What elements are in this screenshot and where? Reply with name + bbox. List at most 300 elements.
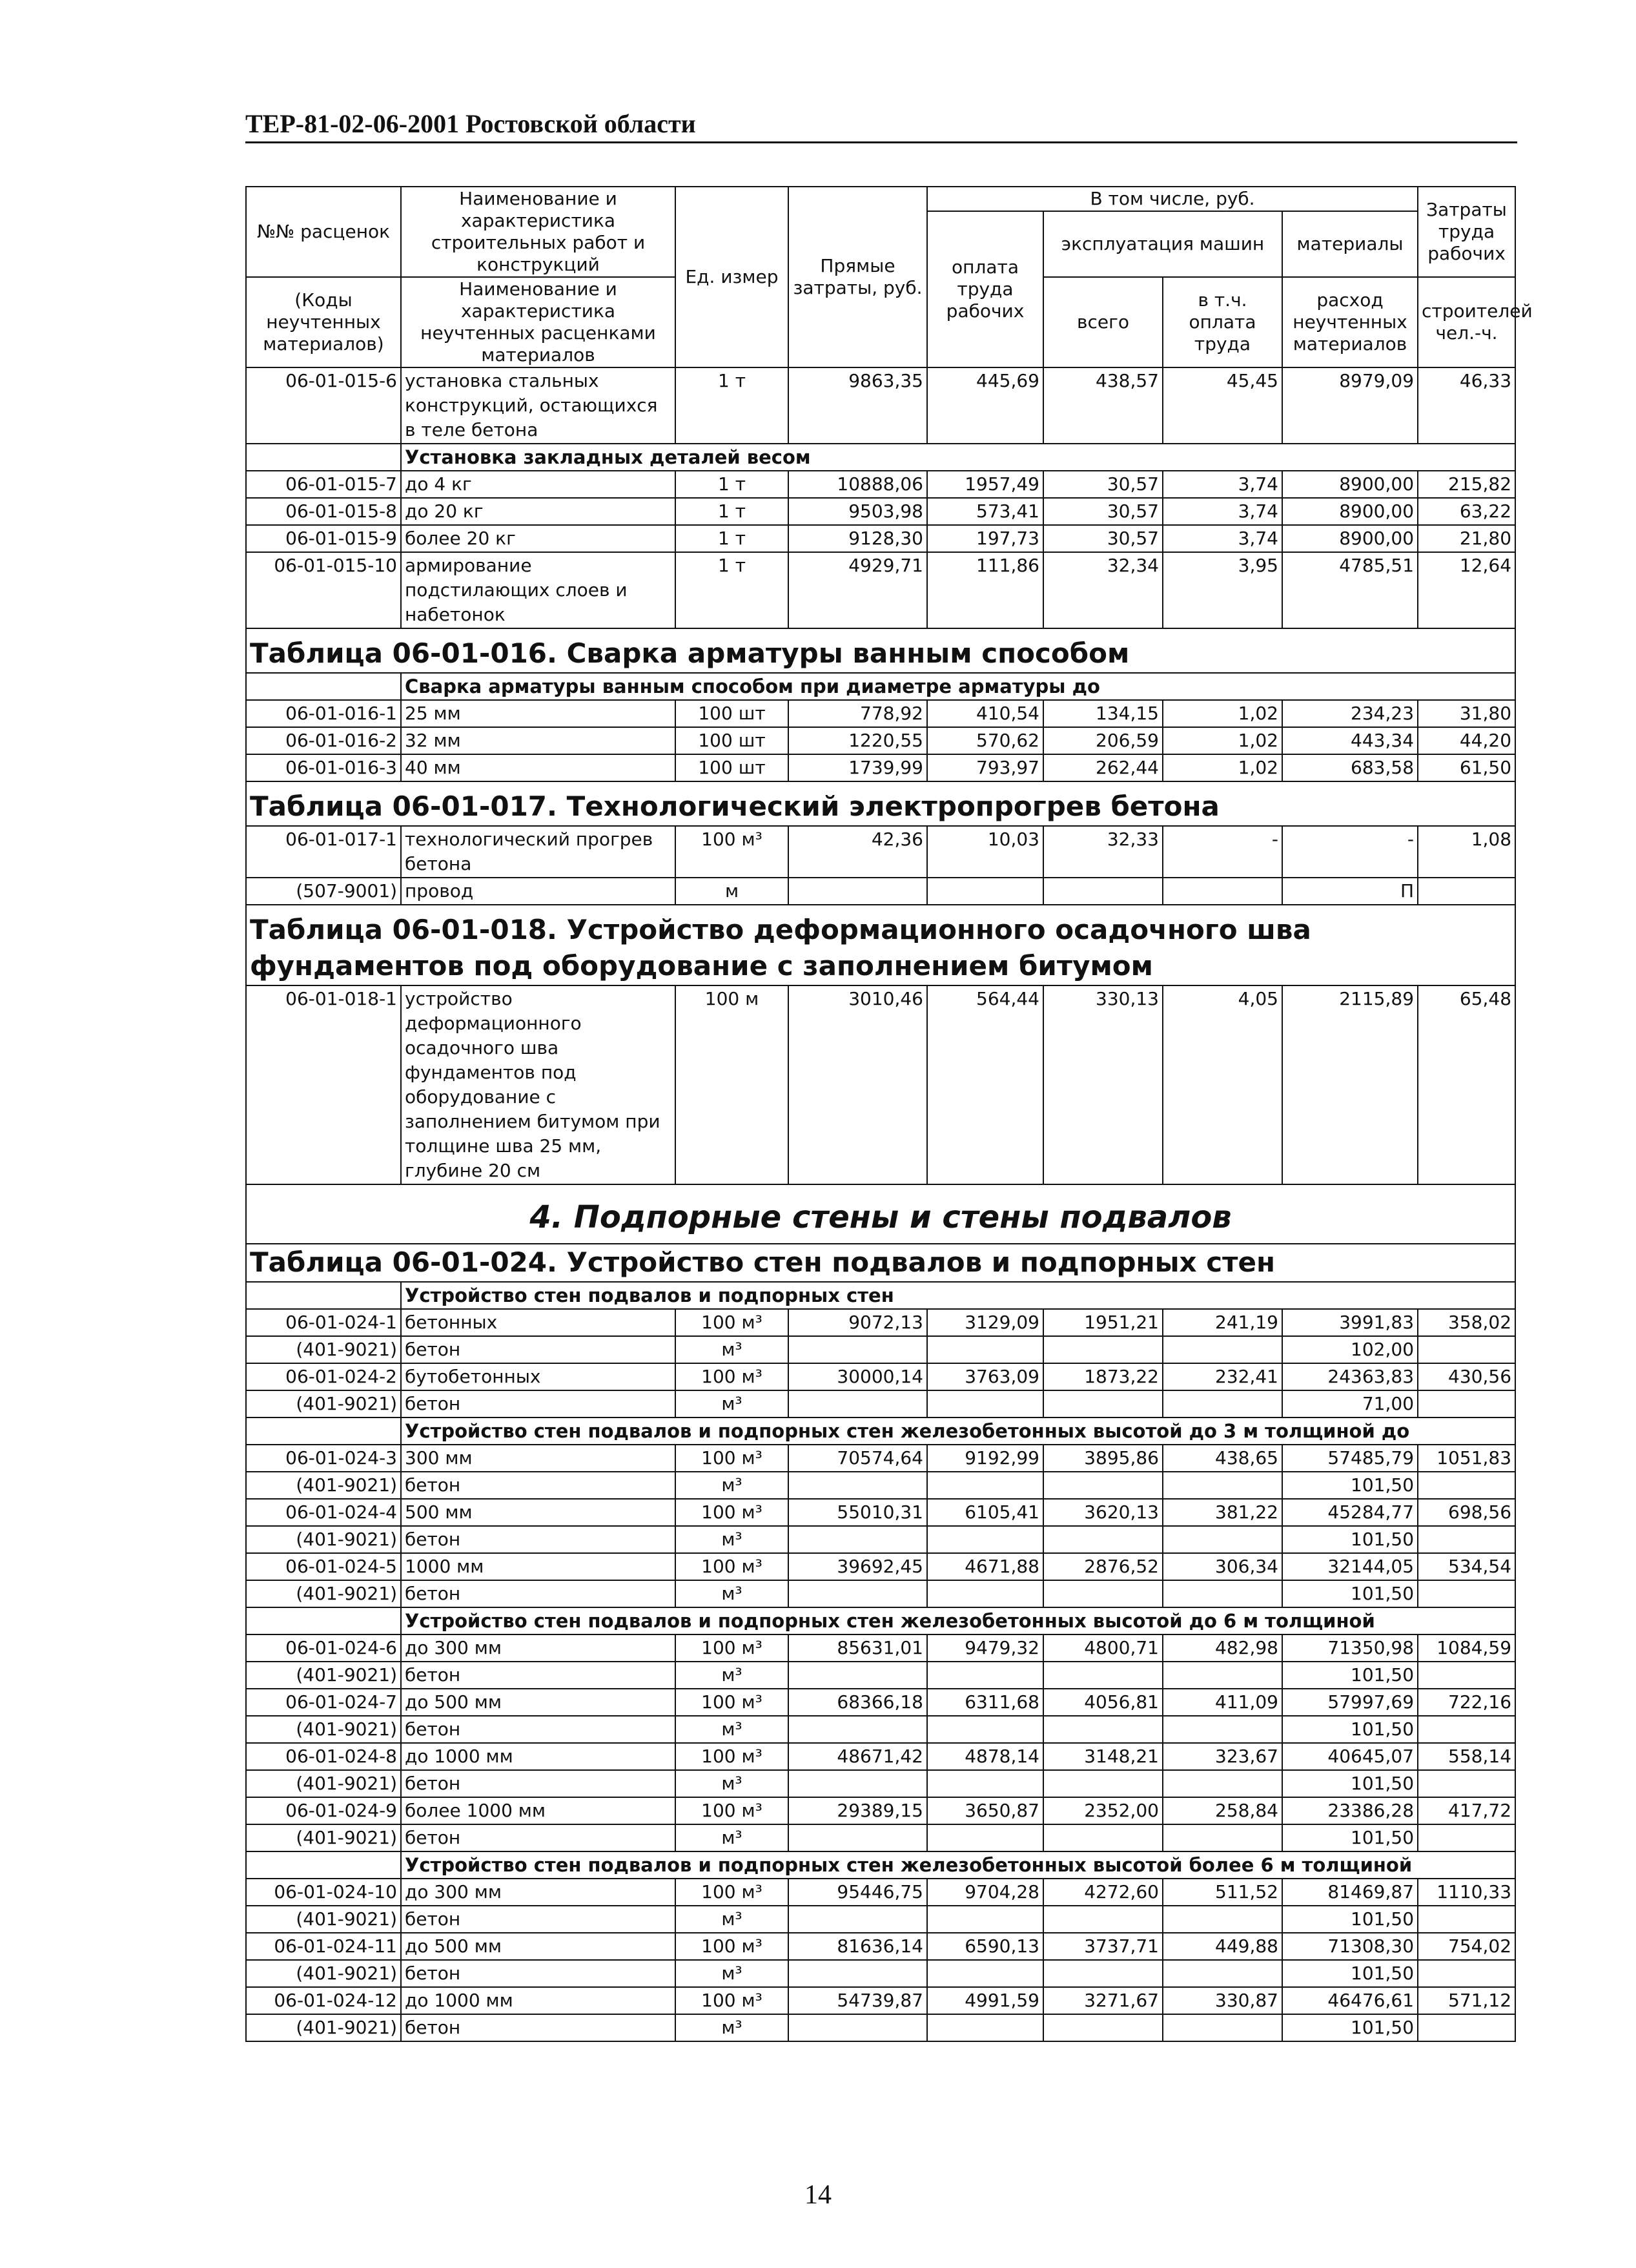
material-qty: 71,00 [1282,1390,1418,1418]
rate-wages: 4991,59 [927,1987,1043,2014]
rate-wages: 564,44 [927,985,1043,1184]
table-title: Таблица 06-01-016. Сварка арматуры ванным способом [246,628,1515,673]
material-name: бетон [401,1336,675,1363]
rate-labor: 1051,83 [1418,1445,1515,1472]
rate-direct: 68366,18 [788,1689,927,1716]
rate-mach-wages: 330,87 [1163,1987,1282,2014]
section-row [246,1851,1515,1879]
table-row [246,1634,1515,1662]
material-qty: 101,50 [1282,1960,1418,1987]
rate-name: более 1000 мм [401,1797,675,1824]
material-qty: П [1282,878,1418,905]
rate-direct: 54739,87 [788,1987,927,2014]
rate-mach-wages: 45,45 [1163,367,1282,444]
rate-mach-wages: 3,74 [1163,471,1282,498]
table-row [246,1743,1515,1770]
col-name-sub-header: Наименование и характеристика неучтенных расценками материалов [401,277,675,367]
table-row [246,826,1515,878]
rate-name: 25 мм [401,700,675,727]
material-unit: м³ [675,1390,788,1418]
rate-code: 06-01-015-6 [246,367,401,444]
page-header: ТЕР-81-02-06-2001 Ростовской области [245,108,1517,143]
rate-mach-wages: 232,41 [1163,1363,1282,1390]
rate-machines: 4800,71 [1043,1634,1163,1662]
rate-unit: 100 м³ [675,1553,788,1580]
rate-name: до 500 мм [401,1689,675,1716]
material-code: (401-9021) [246,1824,401,1851]
table-title: Таблица 06-01-018. Устройство деформационного осадочного шва фундаментов под оборудование с заполнением битумом [246,905,1515,985]
material-code: (401-9021) [246,2014,401,2041]
material-name: бетон [401,1960,675,1987]
material-code: (507-9001) [246,878,401,905]
rate-labor: 65,48 [1418,985,1515,1184]
rate-name: до 1000 мм [401,1743,675,1770]
material-code: (401-9021) [246,1526,401,1553]
rate-labor: 722,16 [1418,1689,1515,1716]
rate-direct: 42,36 [788,826,927,878]
material-code: (401-9021) [246,1472,401,1499]
table-row [246,754,1515,781]
rate-materials: 683,58 [1282,754,1418,781]
rate-mach-wages: 1,02 [1163,727,1282,754]
rate-mach-wages: 438,65 [1163,1445,1282,1472]
rate-unit: 100 м³ [675,1797,788,1824]
rate-labor: 61,50 [1418,754,1515,781]
rate-wages: 445,69 [927,367,1043,444]
rate-direct: 9128,30 [788,525,927,552]
rate-direct: 3010,46 [788,985,927,1184]
section-row [246,673,1515,700]
col-wages-header: оплата труда рабочих [927,211,1043,367]
rate-name: до 4 кг [401,471,675,498]
rate-labor: 63,22 [1418,498,1515,525]
rate-labor: 1110,33 [1418,1879,1515,1906]
col-direct-header: Прямые затраты, руб. [788,187,927,367]
rate-direct: 48671,42 [788,1743,927,1770]
rate-materials: - [1282,826,1418,878]
rate-unit: 1 т [675,367,788,444]
table-title-row [246,905,1515,985]
rate-unit: 1 т [675,552,788,628]
rate-unit: 100 м³ [675,1309,788,1336]
rate-machines: 134,15 [1043,700,1163,727]
rate-machines: 32,33 [1043,826,1163,878]
rate-code: 06-01-024-3 [246,1445,401,1472]
rate-code: 06-01-024-12 [246,1987,401,2014]
rate-name: до 1000 мм [401,1987,675,2014]
rate-materials: 81469,87 [1282,1879,1418,1906]
rate-materials: 32144,05 [1282,1553,1418,1580]
rate-direct: 778,92 [788,700,927,727]
rate-unit: 100 шт [675,727,788,754]
rate-machines: 3895,86 [1043,1445,1163,1472]
rate-mach-wages: 511,52 [1163,1879,1282,1906]
rate-machines: 262,44 [1043,754,1163,781]
rate-name: более 20 кг [401,525,675,552]
rate-materials: 2115,89 [1282,985,1418,1184]
section-title: Устройство стен подвалов и подпорных стен железобетонных высотой более 6 м толщиной [401,1851,1515,1879]
section-title: Устройство стен подвалов и подпорных стен [401,1282,1515,1309]
chapter-row [246,1184,1515,1244]
rate-machines: 3620,13 [1043,1499,1163,1526]
rate-machines: 2876,52 [1043,1553,1163,1580]
rate-machines: 3148,21 [1043,1743,1163,1770]
rate-direct: 9072,13 [788,1309,927,1336]
rate-mach-wages: 323,67 [1163,1743,1282,1770]
rate-name: 500 мм [401,1499,675,1526]
rate-labor: 21,80 [1418,525,1515,552]
table-row [246,1879,1515,1906]
rate-name: бутобетонных [401,1363,675,1390]
material-row [246,1960,1515,1987]
rate-wages: 410,54 [927,700,1043,727]
table-row [246,1987,1515,2014]
rate-machines: 1951,21 [1043,1309,1163,1336]
material-row [246,1336,1515,1363]
rate-wages: 1957,49 [927,471,1043,498]
rate-direct: 10888,06 [788,471,927,498]
material-qty: 101,50 [1282,1472,1418,1499]
rate-wages: 3763,09 [927,1363,1043,1390]
rate-materials: 71308,30 [1282,1933,1418,1960]
rate-materials: 24363,83 [1282,1363,1418,1390]
section-title: Сварка арматуры ванным способом при диаметре арматуры до [401,673,1515,700]
rate-wages: 573,41 [927,498,1043,525]
material-code: (401-9021) [246,1390,401,1418]
table-row [246,700,1515,727]
rate-unit: 100 м³ [675,1499,788,1526]
rate-mach-wages: 449,88 [1163,1933,1282,1960]
rate-unit: 100 м³ [675,1933,788,1960]
rate-code: 06-01-024-1 [246,1309,401,1336]
rate-unit: 100 м³ [675,1634,788,1662]
table-title: Таблица 06-01-017. Технологический электропрогрев бетона [246,781,1515,826]
rate-direct: 85631,01 [788,1634,927,1662]
rate-wages: 3650,87 [927,1797,1043,1824]
material-unit: м³ [675,1662,788,1689]
table-row [246,985,1515,1184]
material-name: бетон [401,2014,675,2041]
section-row [246,444,1515,471]
material-name: бетон [401,1580,675,1607]
rate-code: 06-01-017-1 [246,826,401,878]
material-row [246,1526,1515,1553]
material-qty: 101,50 [1282,1824,1418,1851]
rate-wages: 111,86 [927,552,1043,628]
col-mat-sub-header: расход неучтенных материалов [1282,277,1418,367]
rate-wages: 4878,14 [927,1743,1043,1770]
rate-code: 06-01-016-2 [246,727,401,754]
rate-direct: 39692,45 [788,1553,927,1580]
rate-labor: 44,20 [1418,727,1515,754]
col-mach-total-header: всего [1043,277,1163,367]
rate-materials: 8900,00 [1282,471,1418,498]
page-number: 14 [804,2180,832,2210]
col-materials-header: материалы [1282,211,1418,277]
rate-machines: 32,34 [1043,552,1163,628]
section-row [246,1418,1515,1445]
material-code: (401-9021) [246,1336,401,1363]
rate-labor: 430,56 [1418,1363,1515,1390]
rate-unit: 100 м³ [675,1743,788,1770]
rate-name: до 500 мм [401,1933,675,1960]
material-row [246,2014,1515,2041]
rate-code: 06-01-024-2 [246,1363,401,1390]
rate-name: до 300 мм [401,1879,675,1906]
rate-labor: 1084,59 [1418,1634,1515,1662]
rate-mach-wages: - [1163,826,1282,878]
col-unit-header: Ед. измер [675,187,788,367]
rates-document [245,186,1533,2042]
rate-unit: 100 м³ [675,1363,788,1390]
col-code-header: №№ расценок [246,187,401,277]
rate-name: технологический прогрев бетона [401,826,675,878]
rate-unit: 1 т [675,525,788,552]
material-qty: 101,50 [1282,1580,1418,1607]
rate-name: 40 мм [401,754,675,781]
rate-mach-wages: 241,19 [1163,1309,1282,1336]
rate-unit: 1 т [675,471,788,498]
material-qty: 101,50 [1282,2014,1418,2041]
rate-wages: 4671,88 [927,1553,1043,1580]
rate-mach-wages: 306,34 [1163,1553,1282,1580]
rate-unit: 100 м³ [675,1689,788,1716]
material-qty: 101,50 [1282,1716,1418,1743]
table-row [246,1553,1515,1580]
rate-wages: 9479,32 [927,1634,1043,1662]
material-code: (401-9021) [246,1580,401,1607]
material-row [246,1824,1515,1851]
rate-name: армирование подстилающих слоев и набетонок [401,552,675,628]
rate-labor: 358,02 [1418,1309,1515,1336]
rate-direct: 70574,64 [788,1445,927,1472]
material-name: провод [401,878,675,905]
material-unit: м³ [675,1580,788,1607]
rate-code: 06-01-024-6 [246,1634,401,1662]
rate-direct: 1220,55 [788,727,927,754]
section-title: Установка закладных деталей весом [401,444,1515,471]
rate-code: 06-01-024-8 [246,1743,401,1770]
rate-code: 06-01-015-8 [246,498,401,525]
material-qty: 101,50 [1282,1662,1418,1689]
rate-code: 06-01-015-7 [246,471,401,498]
rate-code: 06-01-024-5 [246,1553,401,1580]
rate-unit: 100 м [675,985,788,1184]
rate-name: до 20 кг [401,498,675,525]
rate-name: 300 мм [401,1445,675,1472]
rate-machines: 1873,22 [1043,1363,1163,1390]
rate-wages: 197,73 [927,525,1043,552]
rate-mach-wages: 482,98 [1163,1634,1282,1662]
rate-code: 06-01-024-9 [246,1797,401,1824]
chapter-title: 4. Подпорные стены и стены подвалов [246,1184,1515,1244]
rate-labor: 698,56 [1418,1499,1515,1526]
material-unit: м³ [675,2014,788,2041]
rate-materials: 40645,07 [1282,1743,1418,1770]
material-name: бетон [401,1770,675,1797]
col-incl-header: В том числе, руб. [927,187,1418,211]
rate-wages: 9192,99 [927,1445,1043,1472]
table-row [246,727,1515,754]
rate-mach-wages: 3,95 [1163,552,1282,628]
rate-wages: 3129,09 [927,1309,1043,1336]
rate-machines: 4056,81 [1043,1689,1163,1716]
material-unit: м³ [675,1716,788,1743]
rate-materials: 23386,28 [1282,1797,1418,1824]
material-name: бетон [401,1716,675,1743]
rate-mach-wages: 381,22 [1163,1499,1282,1526]
table-title-row [246,781,1515,826]
material-name: бетон [401,1824,675,1851]
rate-wages: 6311,68 [927,1689,1043,1716]
section-row [246,1282,1515,1309]
table-row [246,552,1515,628]
rate-labor: 215,82 [1418,471,1515,498]
rate-machines: 4272,60 [1043,1879,1163,1906]
table-row [246,1445,1515,1472]
rate-unit: 100 м³ [675,1879,788,1906]
material-row [246,1770,1515,1797]
material-row [246,1390,1515,1418]
material-name: бетон [401,1906,675,1933]
rate-mach-wages: 4,05 [1163,985,1282,1184]
material-qty: 102,00 [1282,1336,1418,1363]
rate-labor: 46,33 [1418,367,1515,444]
rate-machines: 206,59 [1043,727,1163,754]
rate-mach-wages: 3,74 [1163,525,1282,552]
rate-unit: 100 м³ [675,1445,788,1472]
material-unit: м³ [675,1960,788,1987]
rate-unit: 100 м³ [675,1987,788,2014]
material-name: бетон [401,1662,675,1689]
table-row [246,1933,1515,1960]
material-qty: 101,50 [1282,1906,1418,1933]
rate-name: 1000 мм [401,1553,675,1580]
rate-machines: 30,57 [1043,498,1163,525]
material-qty: 101,50 [1282,1770,1418,1797]
rate-mach-wages: 411,09 [1163,1689,1282,1716]
material-unit: м³ [675,1770,788,1797]
rate-code: 06-01-024-7 [246,1689,401,1716]
rate-materials: 443,34 [1282,727,1418,754]
table-row [246,498,1515,525]
rate-unit: 100 шт [675,754,788,781]
table-header-row [246,187,1515,211]
rate-direct: 4929,71 [788,552,927,628]
rate-machines: 2352,00 [1043,1797,1163,1824]
table-row [246,525,1515,552]
material-unit: м³ [675,1336,788,1363]
rate-labor: 31,80 [1418,700,1515,727]
rate-name: устройство деформационного осадочного шва фундаментов под оборудование с заполнением битумом при толщине шва 25 мм, глубине 20 см [401,985,675,1184]
rate-name: установка стальных конструкций, остающихся в теле бетона [401,367,675,444]
rate-materials: 8979,09 [1282,367,1418,444]
col-machines-header: эксплуатация машин [1043,211,1282,277]
rate-unit: 100 м³ [675,826,788,878]
rate-wages: 570,62 [927,727,1043,754]
table-row [246,367,1515,444]
rate-labor: 558,14 [1418,1743,1515,1770]
rate-materials: 45284,77 [1282,1499,1418,1526]
rate-name: до 300 мм [401,1634,675,1662]
rate-machines: 3271,67 [1043,1987,1163,2014]
rate-code: 06-01-024-10 [246,1879,401,1906]
rate-unit: 1 т [675,498,788,525]
material-code: (401-9021) [246,1770,401,1797]
material-name: бетон [401,1390,675,1418]
table-row [246,1363,1515,1390]
rate-labor: 534,54 [1418,1553,1515,1580]
rate-direct: 9503,98 [788,498,927,525]
rate-direct: 29389,15 [788,1797,927,1824]
rate-labor: 417,72 [1418,1797,1515,1824]
rates-table [245,186,1533,2042]
rate-code: 06-01-024-4 [246,1499,401,1526]
table-title: Таблица 06-01-024. Устройство стен подвалов и подпорных стен [246,1244,1515,1282]
rate-code: 06-01-016-3 [246,754,401,781]
material-code: (401-9021) [246,1662,401,1689]
rate-wages: 6105,41 [927,1499,1043,1526]
rate-unit: 100 шт [675,700,788,727]
rate-machines: 3737,71 [1043,1933,1163,1960]
rate-direct: 81636,14 [788,1933,927,1960]
material-code: (401-9021) [246,1906,401,1933]
rate-wages: 10,03 [927,826,1043,878]
table-row [246,471,1515,498]
material-row [246,1716,1515,1743]
material-row [246,1580,1515,1607]
rate-materials: 57485,79 [1282,1445,1418,1472]
rate-code: 06-01-015-10 [246,552,401,628]
rate-machines: 30,57 [1043,471,1163,498]
rate-name: бетонных [401,1309,675,1336]
table-row [246,1499,1515,1526]
material-name: бетон [401,1472,675,1499]
rate-materials: 8900,00 [1282,525,1418,552]
material-row [246,1662,1515,1689]
rate-materials: 3991,83 [1282,1309,1418,1336]
material-unit: м³ [675,1526,788,1553]
rate-name: 32 мм [401,727,675,754]
material-unit: м [675,878,788,905]
material-code: (401-9021) [246,1960,401,1987]
material-unit: м³ [675,1906,788,1933]
rate-machines: 30,57 [1043,525,1163,552]
table-title-row [246,628,1515,673]
col-mach-wages-header: в т.ч. оплата труда [1163,277,1282,367]
col-name-header: Наименование и характеристика строительных работ и конструкций [401,187,675,277]
rate-materials: 46476,61 [1282,1987,1418,2014]
section-row [246,1607,1515,1634]
rate-code: 06-01-016-1 [246,700,401,727]
material-row [246,878,1515,905]
rate-materials: 234,23 [1282,700,1418,727]
rate-code: 06-01-024-11 [246,1933,401,1960]
rate-labor: 571,12 [1418,1987,1515,2014]
section-title: Устройство стен подвалов и подпорных стен железобетонных высотой до 3 м толщиной до [401,1418,1515,1445]
rate-direct: 95446,75 [788,1879,927,1906]
col-labor-sub-header: строителей чел.-ч. [1418,277,1515,367]
rate-materials: 8900,00 [1282,498,1418,525]
rate-direct: 1739,99 [788,754,927,781]
rate-mach-wages: 1,02 [1163,754,1282,781]
rate-mach-wages: 1,02 [1163,700,1282,727]
rate-code: 06-01-018-1 [246,985,401,1184]
material-code: (401-9021) [246,1716,401,1743]
material-name: бетон [401,1526,675,1553]
rate-materials: 4785,51 [1282,552,1418,628]
rate-direct: 9863,35 [788,367,927,444]
